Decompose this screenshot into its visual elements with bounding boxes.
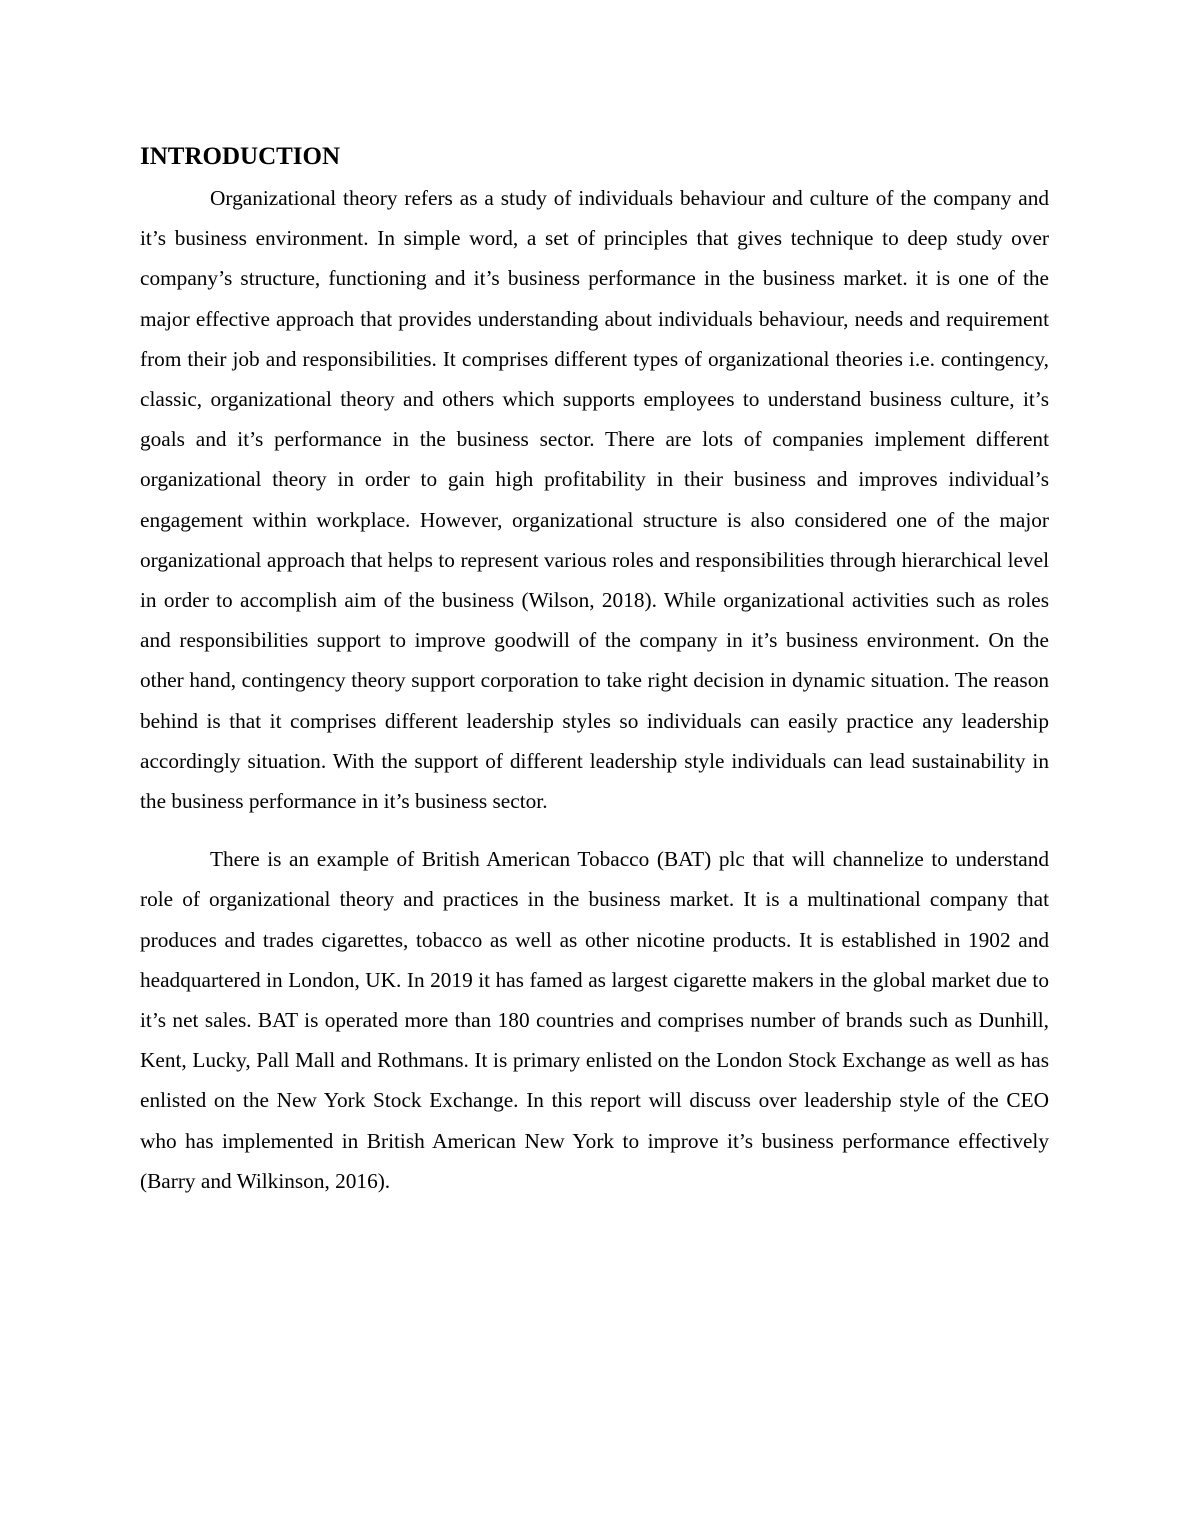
paragraph-bat-example: There is an example of British American Tobacco (BAT) plc that will channelize to understand role of organizational theory and practices in the business market. It is a multinational company that produces and trades cigarettes, tobacco as well as other nicotine products. It is established in 1902 and headquartered in London, UK. In 2019 it has famed as largest cigarette makers in the global market due to it’s net sales. BAT is operated more than 180 countries and comprises number of brands such as Dunhill, Kent, Lucky, Pall Mall and Rothmans. It is primary enlisted on the London Stock Exchange as well as has enlisted on the New York Stock Exchange. In this report will discuss over leadership style of the CEO who has implemented in British American New York to improve it’s business performance effectively (Barry and Wilkinson, 2016). (140, 847, 1049, 1193)
paragraph-organizational-theory: Organizational theory refers as a study of individuals behaviour and culture of the company and it’s business environment. In simple word, a set of principles that gives technique to deep study over company’s structure, functioning and it’s business performance in the business market. it is one of the major effective approach that provides understanding about individuals behaviour, needs and requirement from their job and responsibilities. It comprises different types of organizational theories i.e. contingency, classic, organizational theory and others which supports employees to understand business culture, it’s goals and it’s performance in the business sector. There are lots of companies implement different organizational theory in order to gain high profitability in their business and improves individual’s engagement within workplace. However, organizational structure is also considered one of the major organizational approach that helps to represent various roles and responsibilities through hierarchical level in order to accomplish aim of the business (Wilson, 2018). While organizational activities such as roles and responsibilities support to improve goodwill of the company in it’s business environment. On the other hand, contingency theory support corporation to take right decision in dynamic situation. The reason behind is that it comprises different leadership styles so individuals can easily practice any leadership accordingly situation. With the support of different leadership style individuals can lead sustainability in the business performance in it’s business sector. (140, 186, 1049, 814)
page-content (140, 140, 1049, 1201)
section-heading: INTRODUCTION (140, 143, 341, 170)
